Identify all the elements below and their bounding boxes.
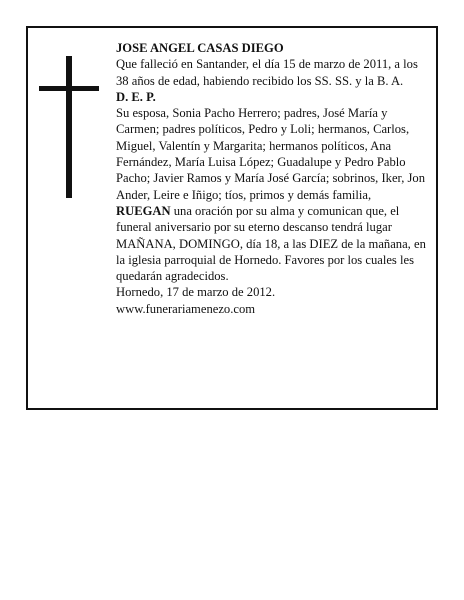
dep-line: D. E. P. (116, 89, 156, 104)
request-word: RUEGAN (116, 203, 171, 218)
cross-horizontal-bar (39, 86, 99, 91)
family-list: Su esposa, Sonia Pacho Herrero; padres, José María y Carmen; padres políticos, Pedro y Loli; hermanos, Carlos, Miguel, Valentín y Margarita; hermanos políticos, Ana Fernández, María Luisa López; Guadalupe y Pedro Pablo Pacho; Javier Ramos y María José García; sobrinos, Iker, Jon Ander, Leire e Iñigo; tíos, primos y demás familia, (116, 106, 426, 202)
deceased-name: JOSE ANGEL CASAS DIEGO (116, 41, 284, 55)
website: www.funerariamenezo.com (116, 301, 256, 316)
death-details: Que falleció en Santander, el día 15 de marzo de 2011, a los 38 años de edad, habiendo recibido los SS. SS. y la B. A. (116, 57, 418, 88)
obituary-notice (26, 26, 438, 410)
notice-text (116, 40, 432, 317)
request-paragraph (116, 203, 432, 284)
request-text: una oración por su alma y comunican que, el funeral aniversario por su eterno descanso tendrá lugar MAÑANA, DOMINGO, día 18, a las DIEZ de la mañana, en la iglesia parroquial de Hornedo. Favores por los cuales les quedarán agradecidos. (116, 203, 426, 284)
place-date: Hornedo, 17 de marzo de 2012. (116, 285, 276, 300)
cross-vertical-bar (66, 56, 72, 198)
